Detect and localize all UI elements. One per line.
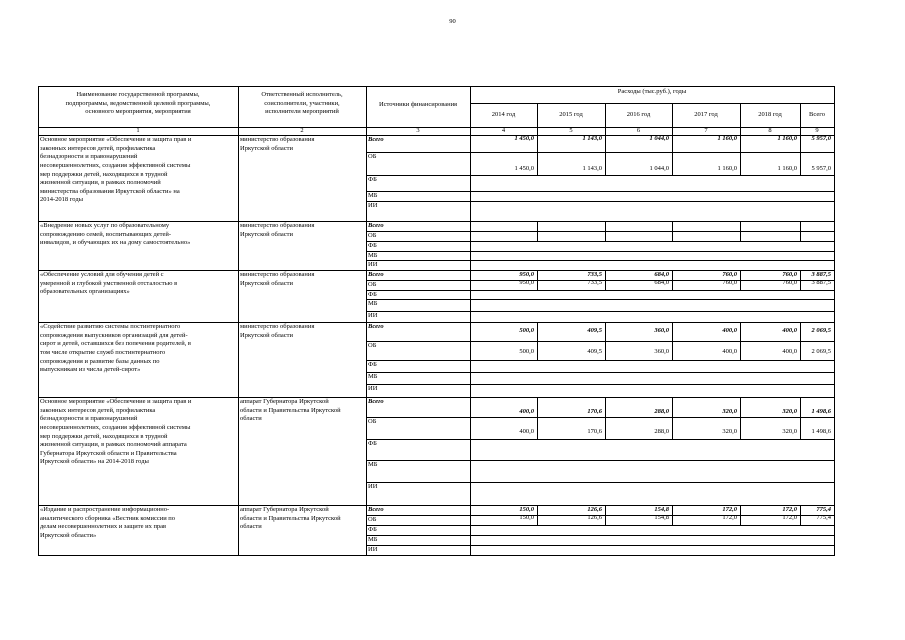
total-value: 400,0: [519, 408, 534, 415]
ob-value: 172,0: [722, 514, 737, 521]
total-value: 1 160,0: [777, 135, 797, 142]
total-value: 684,0: [654, 271, 669, 278]
source-label-ii: ИИ: [368, 483, 378, 490]
ob-value: 400,0: [722, 348, 737, 355]
row-column-line: [470, 270, 471, 323]
total-value: 150,0: [519, 506, 534, 513]
header-sources: Источники финансирования: [378, 101, 458, 108]
row-program-name: Основное мероприятие «Обеспечение и защита прав и законных интересов детей, профилактика безнадзорности и правонарушений несовершеннолетних, создания эффективной системы мер поддержки детей, находящихся в трудной жизненной ситуации, в рамках полномочий министерства образования Иркутской области» на 2014-2018 годы: [40, 136, 192, 204]
row-executor: аппарат Губернатора Иркутской области и Правительства Иркутской области: [240, 506, 341, 531]
source-label-total: Всего: [368, 323, 384, 330]
source-row-rule: [366, 360, 835, 361]
row-column-line: [238, 505, 239, 556]
total-value: 1 044,0: [649, 135, 669, 142]
source-label-ii: ИИ: [368, 546, 378, 553]
row-executor: министерство образования Иркутской области: [240, 271, 315, 287]
source-row-rule: [366, 251, 835, 252]
column-number: 8: [768, 127, 772, 134]
row-column-line: [38, 135, 39, 222]
source-label-fb: ФБ: [368, 526, 377, 533]
source-row-rule: [366, 260, 835, 261]
row-column-line: [366, 397, 367, 506]
row-column-line: [834, 135, 835, 222]
source-label-total: Всего: [368, 136, 384, 143]
total-value: 400,0: [722, 327, 737, 334]
source-label-ob: ОБ: [368, 342, 377, 349]
ob-value: 126,6: [587, 514, 602, 521]
total-value: 170,6: [587, 408, 602, 415]
total-value: 733,5: [587, 271, 602, 278]
total-value: 360,0: [654, 327, 669, 334]
row-column-line: [38, 221, 39, 271]
ob-value: 400,0: [519, 428, 534, 435]
ob-value: 760,0: [782, 279, 797, 286]
source-row-rule: [366, 525, 835, 526]
ob-value: 5 957,0: [811, 165, 831, 172]
header-top-rule: [38, 86, 835, 87]
row-program-name: «Внедрение новых услуг по образовательному сопровождению семей, воспитывающих детей- инвалидов, и обучающих их на дому самостоятельно»: [40, 222, 191, 247]
header-year: 2016 год: [626, 111, 651, 118]
source-row-rule: [366, 191, 835, 192]
total-value: 2 069,5: [811, 327, 831, 334]
total-value: 1 160,0: [717, 135, 737, 142]
total-value: 172,0: [782, 506, 797, 513]
total-value: 320,0: [722, 408, 737, 415]
ob-value: 684,0: [654, 279, 669, 286]
ob-value: 1 044,0: [649, 165, 669, 172]
column-number: 3: [416, 127, 420, 134]
column-number: 7: [704, 127, 708, 134]
header-expenses-rule: [470, 103, 835, 104]
row-column-line: [38, 505, 39, 556]
row-column-line: [834, 397, 835, 506]
source-label-total: Всего: [368, 271, 384, 278]
source-label-fb: ФБ: [368, 440, 377, 447]
total-value: 3 887,5: [811, 271, 831, 278]
ob-value: 170,6: [587, 428, 602, 435]
column-number: 1: [136, 127, 140, 134]
total-value: 288,0: [654, 408, 669, 415]
ob-value: 400,0: [782, 348, 797, 355]
source-label-ob: ОБ: [368, 516, 377, 523]
source-label-ob: ОБ: [368, 281, 377, 288]
source-row-rule: [366, 231, 835, 232]
source-label-mb: МБ: [368, 461, 378, 468]
row-program-name: «Обеспечение условий для обучения детей с умеренной и глубокой умственной отсталостью в образовательных организациях»: [40, 271, 178, 296]
header-year: 2015 год: [559, 111, 583, 118]
page-number: 90: [449, 18, 456, 25]
total-value: 1 143,0: [582, 135, 602, 142]
source-row-rule: [366, 535, 835, 536]
source-row-rule: [366, 241, 835, 242]
row-column-line: [470, 135, 471, 222]
header-year: Всего: [809, 111, 825, 118]
total-value: 409,5: [587, 327, 602, 334]
source-label-ii: ИИ: [368, 261, 378, 268]
total-value: 154,8: [654, 506, 669, 513]
ob-value: 1 160,0: [717, 165, 737, 172]
source-row-rule: [366, 290, 835, 291]
ob-value: 150,0: [519, 514, 534, 521]
row-executor: аппарат Губернатора Иркутской области и Правительства Иркутской области: [240, 398, 341, 423]
ob-value: 500,0: [519, 348, 534, 355]
ob-value: 1 160,0: [777, 165, 797, 172]
header-expenses: Расходы (тыс.руб.), годы: [617, 88, 687, 95]
ob-value: 1 498,6: [811, 428, 831, 435]
source-row-rule: [366, 152, 835, 153]
row-column-line: [366, 135, 367, 222]
row-program-name: «Издание и распространение информационно- аналитического сборника «Вестник комиссии по делам несовершеннолетних и защите их прав Иркутской области»: [40, 506, 176, 539]
source-row-rule: [366, 384, 835, 385]
row-column-line: [366, 270, 367, 323]
value-column-line: [740, 397, 741, 440]
total-value: 1 450,0: [514, 135, 534, 142]
source-label-mb: МБ: [368, 252, 378, 259]
source-label-ob: ОБ: [368, 418, 377, 425]
column-number: 4: [501, 127, 506, 134]
source-label-ii: ИИ: [368, 385, 378, 392]
ob-value: 409,5: [587, 348, 602, 355]
total-value: 320,0: [782, 408, 797, 415]
column-number: 5: [569, 127, 573, 134]
ob-value: 1 450,0: [514, 165, 534, 172]
row-column-line: [366, 221, 367, 271]
value-column-line: [672, 135, 673, 176]
source-label-fb: ФБ: [368, 361, 377, 368]
ob-value: 733,5: [587, 279, 602, 286]
row-column-line: [38, 397, 39, 506]
ob-value: 288,0: [654, 428, 669, 435]
source-label-total: Всего: [368, 398, 384, 405]
row-executor: министерство образования Иркутской области: [240, 323, 315, 339]
total-value: 5 957,0: [811, 135, 831, 142]
row-column-line: [470, 221, 471, 271]
source-row-rule: [366, 299, 835, 300]
source-label-ob: ОБ: [368, 153, 377, 160]
source-label-ob: ОБ: [368, 232, 377, 239]
ob-value: 760,0: [722, 279, 737, 286]
source-label-fb: ФБ: [368, 242, 377, 249]
row-column-line: [834, 270, 835, 323]
row-column-line: [238, 221, 239, 271]
row-executor: министерство образования Иркутской области: [240, 136, 315, 152]
row-column-line: [238, 135, 239, 222]
row-program-name: Основное мероприятие «Обеспечение и защита прав и законных интересов детей, профилактика безнадзорности и правонарушений несовершеннолетних, создания эффективной системы мер поддержки детей, находящихся в трудной жизненной ситуации, в рамках полномочий аппарата Губернатора Иркутской области и Правительства Иркутской области» на 2014-2018 годы: [40, 398, 192, 466]
source-row-rule: [366, 460, 835, 461]
row-column-line: [834, 221, 835, 271]
value-column-line: [800, 135, 801, 176]
ob-value: 320,0: [782, 428, 797, 435]
ob-value: 3 887,5: [811, 279, 831, 286]
total-value: 950,0: [519, 271, 534, 278]
total-value: 500,0: [519, 327, 534, 334]
row-column-line: [38, 270, 39, 323]
column-number: 6: [636, 127, 641, 134]
total-value: 775,4: [816, 506, 831, 513]
column-number: 9: [815, 127, 819, 134]
total-value: 126,6: [587, 506, 602, 513]
source-row-rule: [366, 482, 835, 483]
header-year: 2018 год: [758, 111, 782, 118]
ob-value: 950,0: [519, 279, 534, 286]
ob-value: 320,0: [722, 428, 737, 435]
source-row-rule: [366, 439, 835, 440]
row-column-line: [470, 397, 471, 506]
row-column-line: [38, 322, 39, 398]
source-row-rule: [366, 545, 835, 546]
value-column-line: [537, 135, 538, 176]
header-year: 2017 год: [694, 111, 718, 118]
source-row-rule: [366, 311, 835, 312]
column-number: 2: [300, 127, 304, 134]
source-row-rule: [366, 417, 835, 418]
source-label-mb: МБ: [368, 373, 378, 380]
value-column-line: [672, 397, 673, 440]
source-label-total: Всего: [368, 506, 384, 513]
row-executor: министерство образования Иркутской области: [240, 222, 315, 238]
header-executor: Ответственный исполнитель, соисполнители, участники, исполнители мероприятий: [261, 91, 343, 116]
source-label-mb: МБ: [368, 536, 378, 543]
source-row-rule: [366, 341, 835, 342]
source-label-mb: МБ: [368, 192, 378, 199]
header-program-name: Наименование государственной программы, подпрограммы, ведомственной целевой программы, основного мероприятия, мероприятия: [65, 91, 211, 116]
row-column-line: [834, 505, 835, 556]
header-year: 2014 год: [491, 111, 516, 118]
ob-value: 172,0: [782, 514, 797, 521]
ob-value: 1 143,0: [582, 165, 602, 172]
value-column-line: [605, 397, 606, 440]
header-column-line: [834, 86, 835, 136]
total-value: 172,0: [722, 506, 737, 513]
source-row-rule: [366, 175, 835, 176]
source-label-total: Всего: [368, 222, 384, 229]
row-bottom-rule: [38, 555, 835, 556]
row-column-line: [238, 397, 239, 506]
row-column-line: [366, 505, 367, 556]
row-column-line: [470, 505, 471, 556]
source-label-fb: ФБ: [368, 176, 377, 183]
row-column-line: [238, 270, 239, 323]
value-column-line: [800, 397, 801, 440]
source-row-rule: [366, 201, 835, 202]
ob-value: 154,8: [654, 514, 669, 521]
total-value: 1 498,6: [811, 408, 831, 415]
row-program-name: «Содействие развитию системы постинтернатного сопровождения выпускников организаций для детей- сирот и детей, оставшихся без попечения родителей, в том числе открытие служб постинтернатного сопровождения и развитие базы данных по выпускникам из числа детей-сирот»: [40, 323, 191, 374]
total-value: 760,0: [782, 271, 797, 278]
value-column-line: [740, 135, 741, 176]
row-column-line: [238, 322, 239, 398]
ob-value: 775,4: [816, 514, 831, 521]
source-row-rule: [366, 372, 835, 373]
ob-value: 360,0: [654, 348, 669, 355]
total-value: 760,0: [722, 271, 737, 278]
source-label-ii: ИИ: [368, 312, 378, 319]
source-label-ii: ИИ: [368, 202, 378, 209]
source-label-fb: ФБ: [368, 291, 377, 298]
total-value: 400,0: [782, 327, 797, 334]
source-label-mb: МБ: [368, 300, 378, 307]
value-column-line: [537, 397, 538, 440]
ob-value: 2 069,5: [811, 348, 831, 355]
value-column-line: [605, 135, 606, 176]
